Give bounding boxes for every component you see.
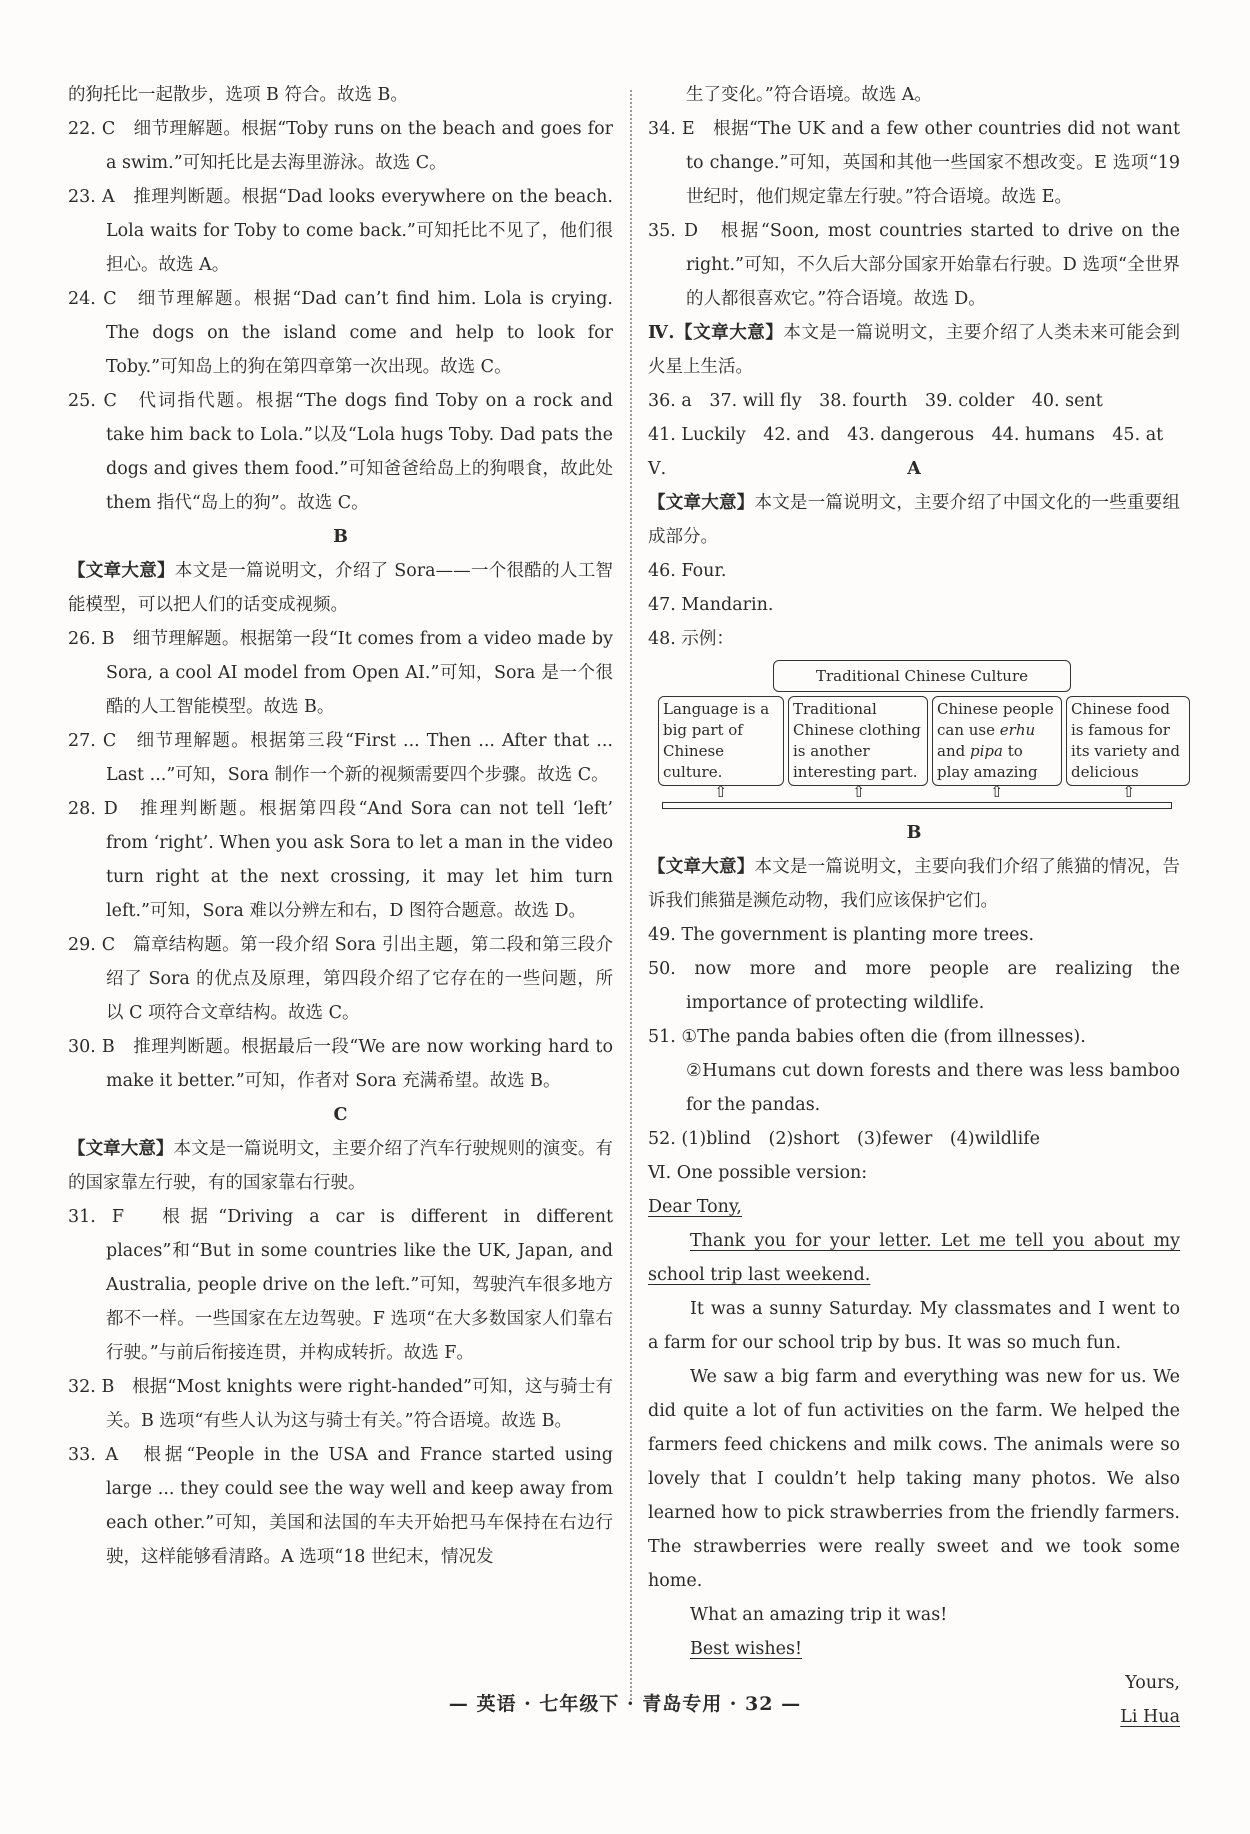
letter-paragraph: Thank you for your letter. Let me tell you about my school trip last weekend. xyxy=(648,1231,1180,1285)
answer-24: 24. C 细节理解题。根据“Dad can’t find him. Lola is crying. The dogs on the island come and help to look for Toby.”可知岛上的狗在第四章第一次出现。故选 C。 xyxy=(68,289,613,377)
section-label: Ⅴ. xyxy=(648,459,667,479)
summary-label: 【文章大意】 xyxy=(648,857,755,877)
answer-31: 31. F 根据“Driving a car is different in different places”和“But in some countries like the UK, Japan, and Australia, people drive on the left.”可知，驾驶汽车很多地方都不一样。一些国家在左边驾驶。F 选项“在大多数国家人们靠右行驶。”与前后衔接连贯，并构成转折。故选 F。 xyxy=(68,1207,613,1363)
diagram-base-bar xyxy=(662,802,1172,809)
answer-26: 26. B 细节理解题。根据第一段“It comes from a video made by Sora, a cool AI model from Open AI.”可知，Sora 是一个很酷的人工智能模型。故选 B。 xyxy=(68,629,613,717)
arrow-up-icon: ⇧ xyxy=(714,782,728,801)
summary-text: 本文是一篇说明文，介绍了 Sora——一个很酷的人工智能模型，可以把人们的话变成视频。 xyxy=(68,561,614,615)
arrow-up-icon: ⇧ xyxy=(852,782,866,801)
answer-51a: 51. ①The panda babies often die (from illnesses). xyxy=(648,1027,1086,1047)
answer-51b: ②Humans cut down forests and there was less bamboo for the pandas. xyxy=(686,1061,1180,1115)
answers-41-45: 41. Luckily 42. and 43. dangerous 44. humans 45. at xyxy=(648,425,1164,445)
summary-text: 本文是一篇说明文，主要介绍了汽车行驶规则的演变。有的国家靠左行驶，有的国家靠右行驶。 xyxy=(68,1139,613,1193)
answer-27: 27. C 细节理解题。根据第三段“First ... Then ... After that ... Last ...”可知，Sora 制作一个新的视频需要四个步骤。故选 C。 xyxy=(68,731,613,785)
box-text: Chinese people can use xyxy=(937,700,1054,739)
arrow-up-icon: ⇧ xyxy=(990,782,1004,801)
section-heading-b: B xyxy=(333,527,348,547)
summary-text: 本文是一篇说明文，主要向我们介绍了熊猫的情况，告诉我们熊猫是濒危动物，我们应该保护它们。 xyxy=(648,857,1181,911)
summary-label: Ⅳ.【文章大意】 xyxy=(648,323,784,343)
summary-iv xyxy=(648,316,1180,384)
summary-b xyxy=(68,554,613,622)
page-footer: — 英语 · 七年级下 · 青岛专用 · 32 — xyxy=(448,1693,802,1715)
section-vi: Ⅵ. One possible version: xyxy=(648,1163,868,1183)
box-text-italic: erhu xyxy=(999,721,1036,739)
answer-28: 28. D 推理判断题。根据第四段“And Sora can not tell ‘left’ from ‘right’. When you ask Sora to let a man in the video turn right at the next crossing, it may let him turn left.”可知，Sora 难以分辨左和右，D 图符合题意。故选 D。 xyxy=(68,799,613,921)
diagram-box-food: Chinese food is famous for its variety and delicious xyxy=(1066,696,1190,786)
answer-text: 生了变化。”符合语境。故选 A。 xyxy=(686,85,932,105)
answer-49: 49. The government is planting more trees. xyxy=(648,925,1035,945)
summary-a xyxy=(648,486,1180,554)
summary-label: 【文章大意】 xyxy=(648,493,755,513)
summary-text: 本文是一篇说明文，主要介绍了中国文化的一些重要组成部分。 xyxy=(648,493,1181,547)
answer-35: 35. D 根据“Soon, most countries started to drive on the right.”可知，不久后大部分国家开始靠右行驶。D 选项“全世界的人都很喜欢它。”符合语境。故选 D。 xyxy=(648,221,1180,309)
summary-text: 本文是一篇说明文，主要介绍了人类未来可能会到火星上生活。 xyxy=(648,323,1181,377)
left-column xyxy=(68,78,613,1574)
answer-29: 29. C 篇章结构题。第一段介绍 Sora 引出主题，第二段和第三段介绍了 Sora 的优点及原理，第四段介绍了它存在的一些问题，所以 C 项符合文章结构。故选 C。 xyxy=(68,935,613,1023)
letter-closing xyxy=(648,1632,1180,1666)
answer-46: 46. Four. xyxy=(648,561,727,581)
section-heading-b: B xyxy=(906,823,922,843)
answer-34: 34. E 根据“The UK and a few other countries did not want to change.”可知，英国和其他一些国家不想改变。E 选项“19 世纪时，他们规定靠左行驶。”符合语境。故选 E。 xyxy=(648,119,1180,207)
answer-33: 33. A 根据“People in the USA and France started using large ... they could see the way well and keep away from each other.”可知，美国和法国的车夫开始把马车保持在右边行驶，这样能够看清路。A 选项“18 世纪末，情况发 xyxy=(68,1445,613,1567)
summary-label: 【文章大意】 xyxy=(68,561,175,581)
signature-name: Li Hua xyxy=(1120,1707,1180,1727)
summary-c xyxy=(68,1132,613,1200)
answer-25: 25. C 代词指代题。根据“The dogs find Toby on a rock and take him back to Lola.”以及“Lola hugs Toby. Dad pats the dogs and gives them food.”可知爸爸给岛上的狗喂食，故此处 them 指代“岛上的狗”。故选 C。 xyxy=(68,391,613,513)
answer-30: 30. B 推理判断题。根据最后一段“We are now working hard to make it better.”可知，作者对 Sora 充满希望。故选 B。 xyxy=(68,1037,613,1091)
closing-text: Best wishes! xyxy=(690,1639,802,1659)
answer-50: 50. now more and more people are realizing the importance of protecting wildlife. xyxy=(648,959,1180,1013)
letter-yours: Yours, xyxy=(1125,1673,1180,1693)
right-column xyxy=(648,78,1180,1734)
letter-paragraph: It was a sunny Saturday. My classmates and I went to a farm for our school trip by bus. It was so much fun. xyxy=(648,1299,1180,1353)
box-text: and xyxy=(937,742,970,760)
answer-32: 32. B 根据“Most knights were right-handed”可知，这与骑士有关。B 选项“有些人认为这与骑士有关。”符合语境。故选 B。 xyxy=(68,1377,613,1431)
answer-23: 23. A 推理判断题。根据“Dad looks everywhere on the beach. Lola waits for Toby to come back.”可知托比不见了，他们很担心。故选 A。 xyxy=(68,187,613,275)
answer-text: 的狗托比一起散步，选项 B 符合。故选 B。 xyxy=(68,85,408,105)
box-text: to play amazing xyxy=(937,742,1038,781)
letter-paragraph: What an amazing trip it was! xyxy=(690,1605,948,1625)
column-divider xyxy=(630,90,632,1700)
diagram-box-clothing: Traditional Chinese clothing is another interesting part. xyxy=(788,696,928,786)
answer-48: 48. 示例： xyxy=(648,629,734,649)
answer-52: 52. (1)blind (2)short (3)fewer (4)wildlife xyxy=(648,1129,1041,1149)
answer-22: 22. C 细节理解题。根据“Toby runs on the beach and goes for a swim.”可知托比是去海里游泳。故选 C。 xyxy=(68,119,613,173)
diagram-title: Traditional Chinese Culture xyxy=(773,660,1071,692)
diagram-box-music xyxy=(932,696,1062,786)
arrow-up-icon: ⇧ xyxy=(1122,782,1136,801)
box-text-italic: pipa xyxy=(969,742,1003,760)
letter-greeting: Dear Tony, xyxy=(648,1197,742,1217)
letter-paragraph: We saw a big farm and everything was new for us. We did quite a lot of fun activities on the farm. We helped the farmers feed chickens and milk cows. The animals were so lovely that I couldn’t help taking many photos. We also learned how to pick strawberries from the friendly farmers. The strawberries were really sweet and we took some home. xyxy=(648,1367,1180,1591)
section-heading-c: C xyxy=(333,1105,348,1125)
summary-b xyxy=(648,850,1180,918)
section-v xyxy=(648,452,1180,486)
diagram-box-language: Language is a big part of Chinese culture. xyxy=(658,696,784,786)
summary-label: 【文章大意】 xyxy=(68,1139,174,1159)
answers-36-40: 36. a 37. will fly 38. fourth 39. colder 40. sent xyxy=(648,391,1103,411)
culture-diagram xyxy=(658,660,1180,810)
answer-47: 47. Mandarin. xyxy=(648,595,774,615)
section-heading-a: A xyxy=(907,459,921,479)
